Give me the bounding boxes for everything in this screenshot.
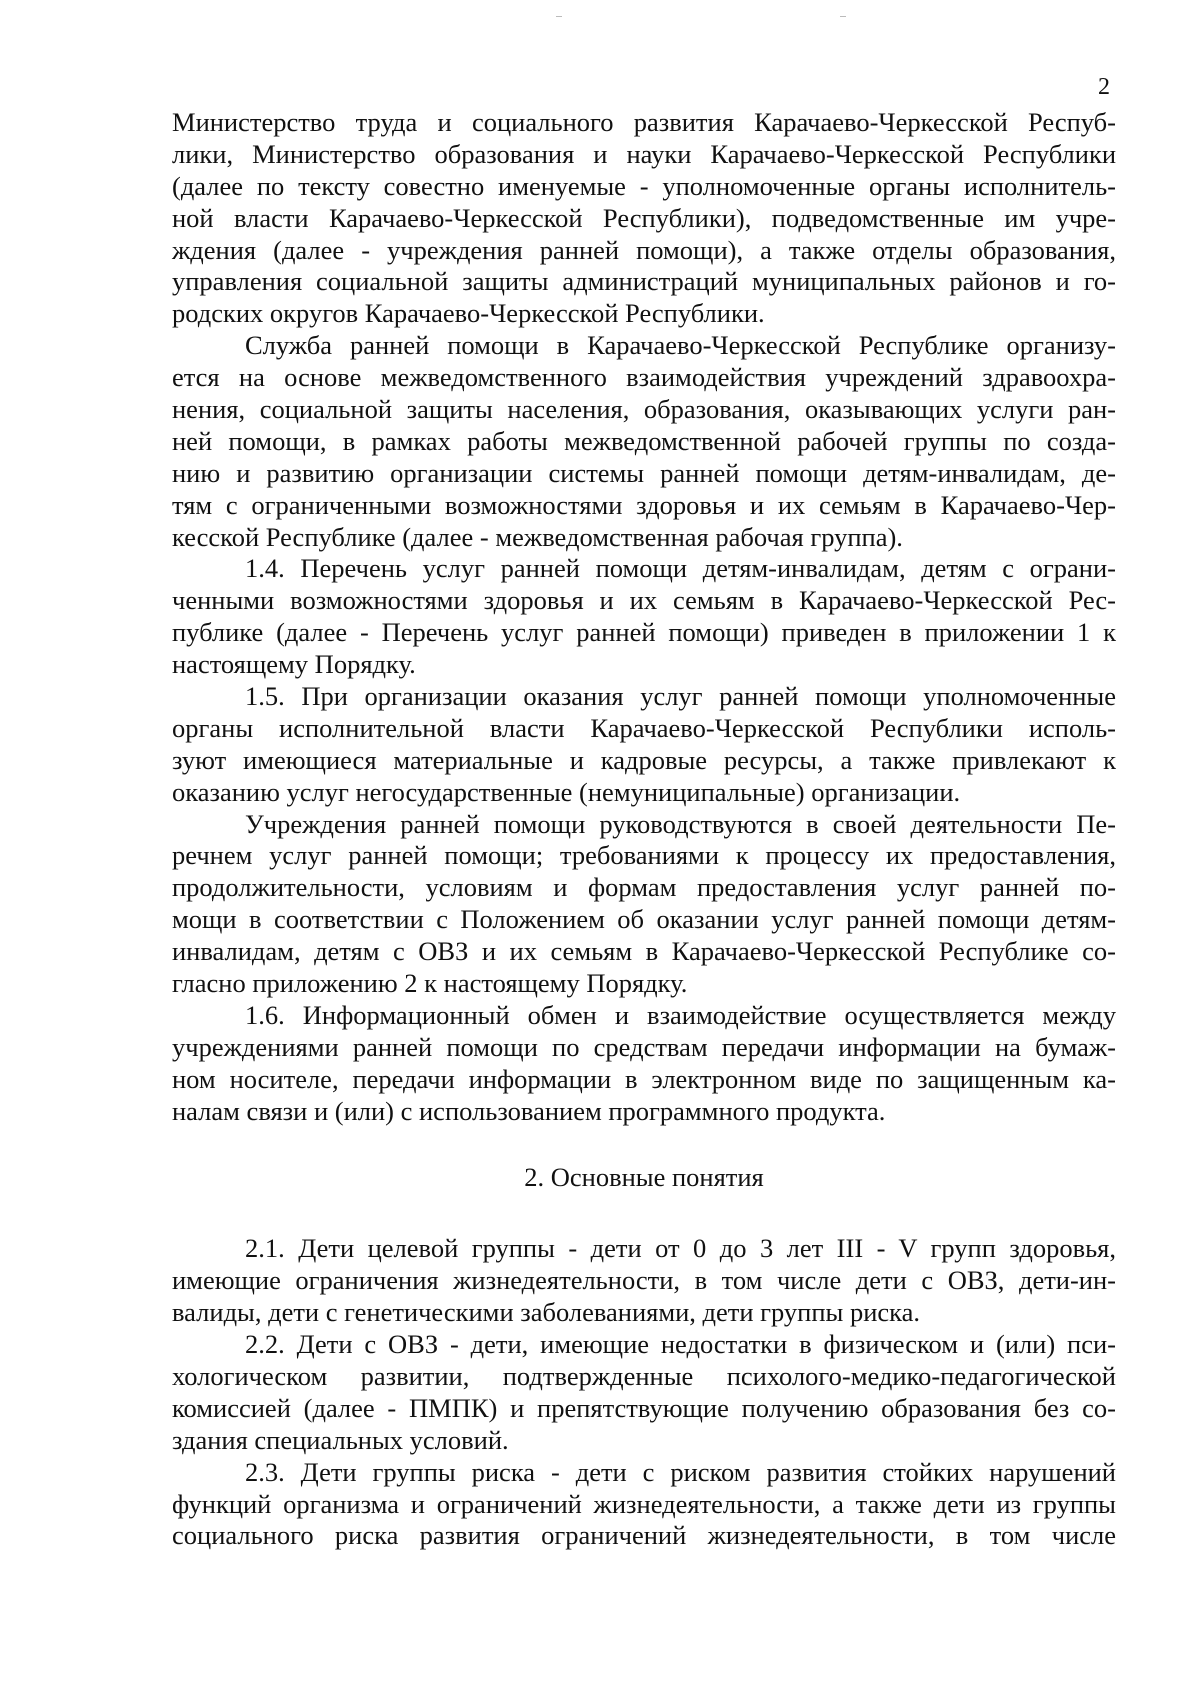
paragraph (172, 1233, 1116, 1329)
text-line: 2.2. Дети с ОВЗ - дети, имеющие недостатки в физическом и (или) пси- (245, 1329, 1116, 1360)
text-line: тям с ограниченными возможностями здоровья и их семьям в Карачаево-Чер- (172, 489, 1116, 520)
text-line: мощи в соответствии с Положением об оказании услуг ранней помощи детям- (172, 904, 1116, 935)
text-line: ней помощи, в рамках работы межведомственной рабочей группы по созда- (172, 425, 1116, 456)
section-heading: 2. Основные понятия (524, 1161, 764, 1192)
text-line: ченными возможностями здоровья и их семьям в Карачаево-Черкесской Рес- (172, 585, 1116, 616)
text-line: налам связи и (или) с использованием программного продукта. (172, 1095, 886, 1126)
text-line: Служба ранней помощи в Карачаево-Черкесской Республике организу- (245, 330, 1116, 361)
paragraph (172, 681, 1116, 809)
paragraph (172, 809, 1116, 1000)
text-line: Министерство труда и социального развития Карачаево-Черкесской Респуб- (172, 107, 1116, 137)
text-line: кесской Республике (далее - межведомственная рабочая группа). (172, 521, 903, 552)
text-line: нения, социальной защиты населения, образования, оказывающих услуги ран- (172, 394, 1116, 425)
text-line: лики, Министерство образования и науки Карачаево-Черкесской Республики (172, 138, 1116, 169)
text-line: управления социальной защиты администраций муниципальных районов и го- (172, 266, 1116, 297)
document-body (172, 107, 1116, 1552)
text-line: ном носителе, передачи информации в электронном виде по защищенным ка- (172, 1063, 1116, 1094)
text-line: настоящему Порядку. (172, 649, 416, 680)
text-line: 1.4. Перечень услуг ранней помощи детям-инвалидам, детям с ограни- (245, 553, 1116, 584)
text-line: оказанию услуг негосударственные (немуниципальные) организации. (172, 776, 961, 807)
paragraph (172, 1457, 1116, 1553)
text-line: комиссией (далее - ПМПК) и препятствующие получению образования без со- (172, 1392, 1116, 1423)
text-line: продолжительности, условиям и формам предоставления услуг ранней по- (172, 872, 1116, 903)
text-line: здания специальных условий. (172, 1424, 509, 1455)
text-line: ется на основе межведомственного взаимодействия учреждений здравоохра- (172, 362, 1116, 393)
text-line: публике (далее - Перечень услуг ранней помощи) приведен в приложении 1 к (172, 617, 1116, 648)
text-line: (далее по тексту совестно именуемые - уполномоченные органы исполнитель- (172, 170, 1116, 201)
text-line: гласно приложению 2 к настоящему Порядку. (172, 968, 688, 999)
scan-artifact (556, 16, 562, 17)
text-line: социального риска развития ограничений жизнедеятельности, в том числе (172, 1520, 1116, 1551)
page-number: 2 (1098, 74, 1110, 100)
text-line: учреждениями ранней помощи по средствам передачи информации на бумаж- (172, 1031, 1116, 1062)
text-line: 2.3. Дети группы риска - дети с риском развития стойких нарушений (245, 1456, 1116, 1487)
text-line: хологическом развитии, подтвержденные психолого-медико-педагогической (172, 1360, 1116, 1391)
text-line: имеющие ограничения жизнедеятельности, в том числе дети с ОВЗ, дети-ин- (172, 1265, 1116, 1296)
text-line: нию и развитию организации системы ранней помощи детям-инвалидам, де- (172, 457, 1116, 488)
text-line: ждения (далее - учреждения ранней помощи), а также отделы образования, (172, 234, 1116, 265)
paragraph (172, 107, 1116, 330)
text-line: функций организма и ограничений жизнедеятельности, а также дети из группы (172, 1488, 1116, 1519)
text-line: зуют имеющиеся материальные и кадровые ресурсы, а также привлекают к (172, 744, 1116, 775)
text-line: 1.5. При организации оказания услуг ранней помощи уполномоченные (245, 681, 1116, 712)
text-line: Учреждения ранней помощи руководствуются в своей деятельности Пе- (245, 808, 1116, 839)
text-line: речнем услуг ранней помощи; требованиями к процессу их предоставления, (172, 840, 1116, 871)
text-line: ной власти Карачаево-Черкесской Республики), подведомственные им учре- (172, 202, 1116, 233)
text-line: органы исполнительной власти Карачаево-Черкесской Республики исполь- (172, 712, 1116, 743)
paragraph (172, 553, 1116, 681)
paragraph (172, 1000, 1116, 1128)
text-line: инвалидам, детям с ОВЗ и их семьям в Карачаево-Черкесской Республике со- (172, 936, 1116, 967)
text-line: 1.6. Информационный обмен и взаимодействие осуществляется между (245, 999, 1116, 1030)
text-line: валиды, дети с генетическими заболеваниями, дети группы риска. (172, 1297, 921, 1328)
text-line: 2.1. Дети целевой группы - дети от 0 до 3 лет III - V групп здоровья, (245, 1233, 1116, 1264)
paragraph (172, 1329, 1116, 1457)
text-line: родских округов Карачаево-Черкесской Республики. (172, 298, 765, 329)
scan-artifact (840, 16, 846, 17)
paragraph (172, 330, 1116, 553)
